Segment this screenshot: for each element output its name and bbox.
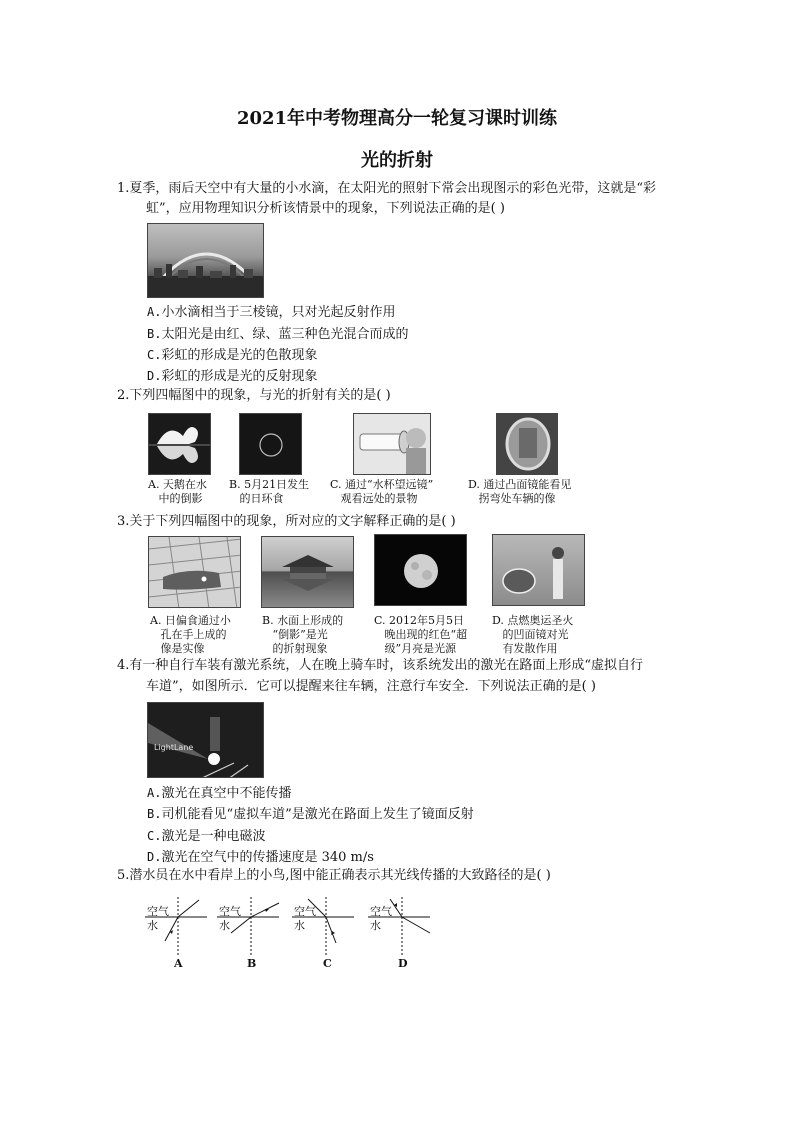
q1-stem-line2: 虹”，应用物理知识分析该情景中的现象，下列说法正确的是( ) bbox=[146, 201, 505, 216]
q3-stem: 3.关于下列四幅图中的现象，所对应的文字解释正确的是( ) bbox=[117, 514, 456, 529]
annular-eclipse-icon bbox=[240, 414, 302, 475]
lightlane-label: LightLane bbox=[154, 743, 194, 752]
refraction-ray-b-icon bbox=[217, 897, 285, 963]
q1-option-d: D.彩虹的形成是光的反射现象 bbox=[147, 369, 318, 384]
page-subtitle: 光的折射 bbox=[361, 150, 433, 171]
q1-option-b: B.太阳光是由红、绿、蓝三种色光混合而成的 bbox=[147, 327, 409, 342]
refraction-ray-d-icon bbox=[368, 897, 436, 963]
q5-label-b: B bbox=[247, 957, 257, 970]
q5-diagram-d bbox=[368, 897, 436, 963]
q5-label-c: C bbox=[323, 957, 332, 970]
q3-concave-mirror-photo bbox=[492, 534, 585, 606]
water-label: 水 bbox=[294, 919, 305, 932]
q3-caption-d: D. 点燃奥运圣火 的凹面镜对光 有发散作用 bbox=[492, 614, 574, 655]
q5-label-d: D bbox=[398, 957, 408, 970]
q2-eclipse-photo bbox=[239, 413, 302, 475]
water-label: 水 bbox=[147, 919, 158, 932]
air-label: 空气 bbox=[219, 905, 241, 918]
q5-diagram-c bbox=[292, 897, 360, 963]
water-label: 水 bbox=[219, 919, 230, 932]
air-label: 空气 bbox=[370, 905, 392, 918]
q1-stem-line1: 1.夏季，雨后天空中有大量的小水滴，在太阳光的照射下常会出现图示的彩色光带，这就是“彩 bbox=[117, 181, 657, 196]
q2-glass-telescope-photo bbox=[353, 413, 431, 475]
q2-caption-b: B. 5月21日发生 的日环食 bbox=[229, 478, 310, 505]
air-label: 空气 bbox=[294, 905, 316, 918]
q3-supermoon-photo bbox=[374, 534, 467, 606]
q2-caption-c: C. 通过“水杯望远镜” 观看远处的景物 bbox=[330, 478, 434, 505]
convex-mirror-icon bbox=[497, 414, 558, 475]
q4-stem-line2: 车道”，如图所示．它可以提醒来往车辆，注意行车安全．下列说法正确的是( ) bbox=[146, 679, 596, 694]
q3-caption-c: C. 2012年5月5日 晚出现的红色“超 级”月亮是光源 bbox=[374, 614, 468, 655]
q4-option-d: D.激光在空气中的传播速度是 340 m/s bbox=[147, 850, 374, 865]
refraction-ray-c-icon bbox=[292, 897, 360, 963]
q4-option-a: A.激光在真空中不能传播 bbox=[147, 786, 292, 801]
moon-icon bbox=[375, 535, 467, 606]
pavilion-reflection-icon bbox=[262, 537, 354, 608]
q4-option-c: C.激光是一种电磁波 bbox=[147, 829, 266, 844]
q5-stem: 5.潜水员在水中看岸上的小鸟,图中能正确表示其光线传播的大致路径的是( ) bbox=[117, 868, 551, 883]
water-label: 水 bbox=[370, 919, 381, 932]
q1-option-a: A.小水滴相当于三棱镜，只对光起反射作用 bbox=[147, 305, 396, 320]
q3-pinhole-photo bbox=[148, 536, 241, 608]
q2-caption-a: A. 天鹅在水 中的倒影 bbox=[148, 478, 207, 505]
q4-option-b: B.司机能看见“虚拟车道”是激光在路面上发生了镜面反射 bbox=[147, 807, 474, 822]
swan-icon bbox=[149, 414, 211, 475]
q3-reflection-photo bbox=[261, 536, 354, 608]
q1-option-c: C.彩虹的形成是光的色散现象 bbox=[147, 348, 318, 363]
q5-diagram-a bbox=[145, 897, 213, 963]
q2-convex-mirror-photo bbox=[496, 413, 558, 475]
q2-stem: 2.下列四幅图中的现象，与光的折射有关的是( ) bbox=[117, 388, 391, 403]
refraction-ray-a-icon bbox=[145, 897, 213, 963]
q3-caption-a: A. 日偏食通过小 孔在手上成的 像是实像 bbox=[150, 614, 231, 655]
q5-diagram-b bbox=[217, 897, 285, 963]
concave-mirror-icon bbox=[493, 535, 585, 606]
glass-cup-icon bbox=[354, 414, 431, 475]
bicycle-laser-icon bbox=[148, 703, 264, 778]
rainbow-photo bbox=[147, 223, 264, 298]
q4-stem-line1: 4.有一种自行车装有激光系统，人在晚上骑车时，该系统发出的激光在路面上形成“虚拟自行 bbox=[117, 658, 644, 673]
page-title: 2021年中考物理高分一轮复习课时训练 bbox=[236, 108, 558, 129]
air-label: 空气 bbox=[147, 905, 169, 918]
q3-caption-b: B. 水面上形成的 “倒影”是光 的折射现象 bbox=[262, 614, 344, 655]
q2-swan-photo bbox=[148, 413, 211, 475]
q2-caption-d: D. 通过凸面镜能看见 拐弯处车辆的像 bbox=[468, 478, 572, 505]
q5-label-a: A bbox=[174, 957, 183, 970]
q4-lightlane-photo bbox=[147, 702, 264, 778]
rainbow-arc-icon bbox=[148, 224, 264, 298]
hand-grid-icon bbox=[149, 537, 241, 608]
